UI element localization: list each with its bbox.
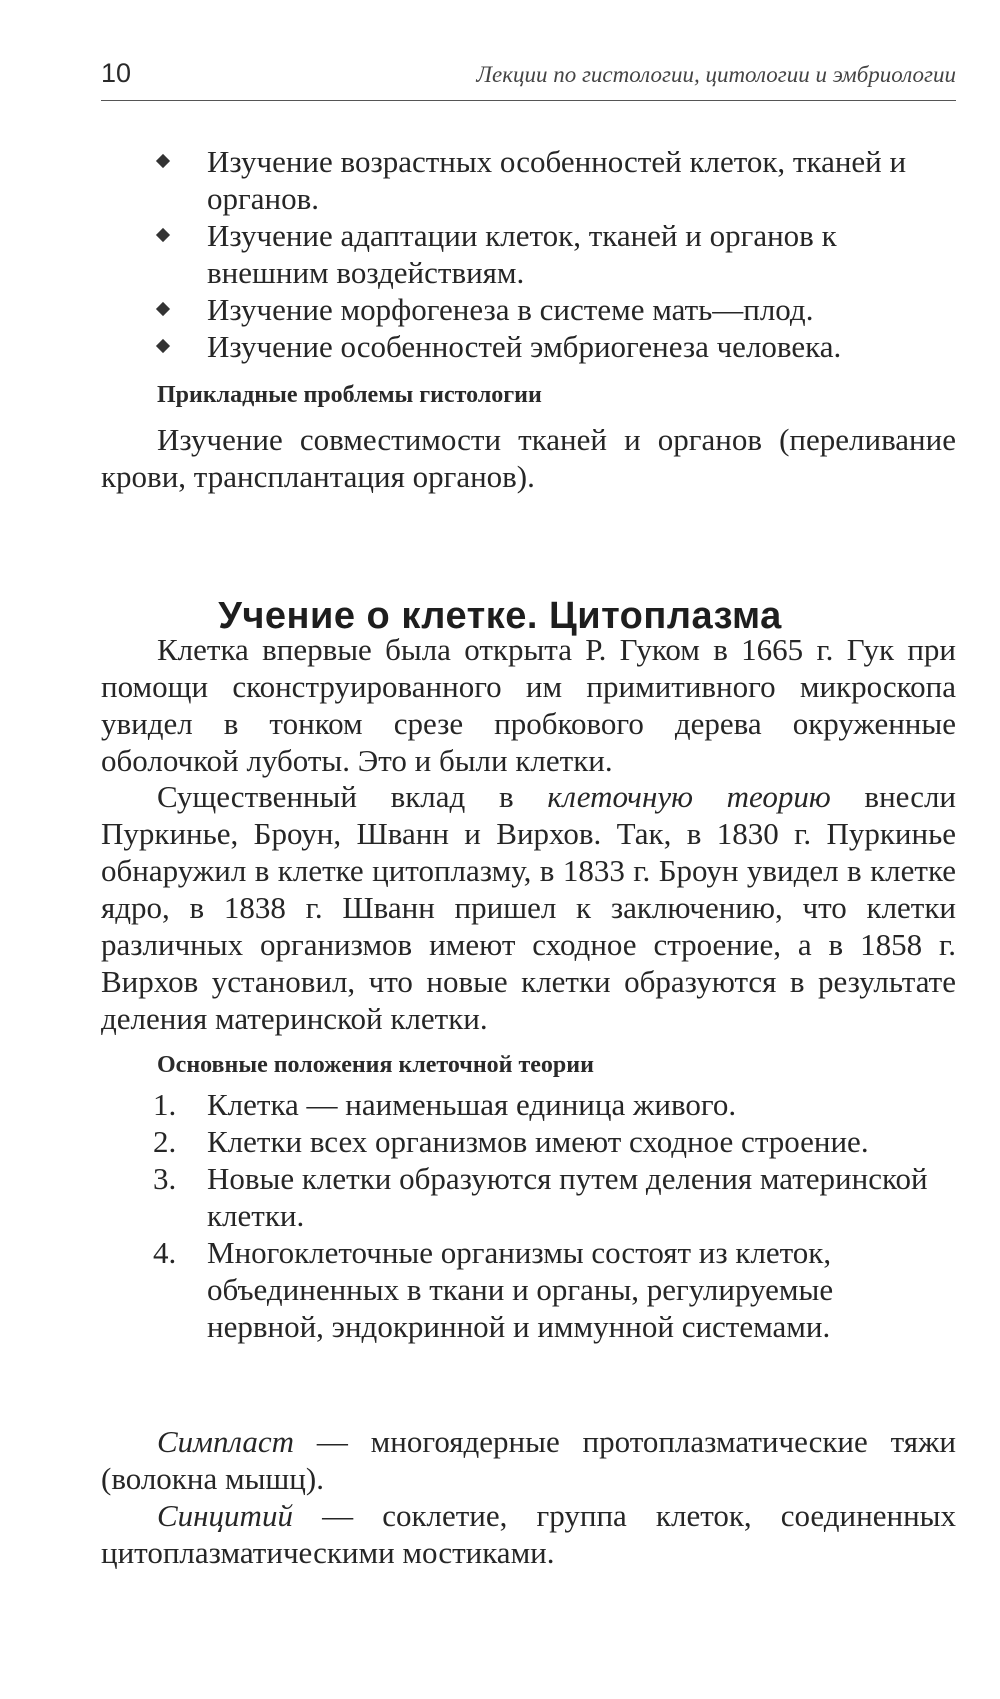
bullet-text: Изучение морфогенеза в системе мать—плод.: [207, 292, 814, 327]
para-rest: внесли Пуркинье, Броун, Шванн и Вирхов. Так, в 1830 г. Пуркинье обнаружил в клетке цитоплазму, в 1833 г. Броун увидел в клетке ядро, в 1838 г. Шванн пришел к заключению, что клетки различных организмов имеют сходное строение, а в 1858 г. Вирхов установил, что новые клетки образуются в результате деления материнской клетки.: [101, 779, 957, 1036]
list-text: Новые клетки образуются путем деления материнской клетки.: [207, 1161, 928, 1233]
applied-problems-text: Изучение совместимости тканей и органов (переливание крови, трансплантация органов).: [101, 422, 956, 494]
cell-discovery-paragraph: Клетка впервые была открыта Р. Гуком в 1665 г. Гук при помощи сконструированного им примитивного микроскопа увидел в тонком срезе пробкового дерева окруженные оболочкой луботы. Это и были клетки.: [101, 632, 956, 778]
list-item: [101, 217, 956, 291]
bullet-text: Изучение адаптации клеток, тканей и органов к внешним воздействиям.: [207, 218, 837, 290]
cell-theory-paragraph: [101, 778, 956, 1037]
symplast-term: Симпласт: [157, 1424, 295, 1459]
list-item: [101, 291, 956, 328]
list-text: Многоклеточные организмы состоят из клеток, объединенных в ткани и органы, регулируемые нервной, эндокринной и иммунной системами.: [207, 1235, 834, 1344]
list-item: [101, 1160, 956, 1234]
diamond-bullet-icon: [156, 228, 170, 242]
diamond-bullet-icon: [156, 339, 170, 353]
numbered-list: [101, 1086, 956, 1345]
section-title: Учение о клетке. Цитоплазма: [218, 595, 782, 637]
list-item: [101, 1234, 956, 1345]
list-number: 4.: [153, 1235, 177, 1270]
list-item: [101, 328, 956, 365]
syncytium-term: Синцитий: [157, 1498, 293, 1533]
list-number: 3.: [153, 1161, 177, 1196]
diamond-bullet-icon: [156, 302, 170, 316]
bullet-text: Изучение возрастных особенностей клеток, тканей и органов.: [207, 144, 907, 216]
symplast-definition: [101, 1423, 956, 1497]
syncytium-definition: [101, 1497, 956, 1571]
syncytium-text: — соклетие, группа клеток, соединенных цитоплазматическими мостиками.: [101, 1498, 956, 1570]
list-number: 1.: [153, 1087, 177, 1122]
list-item: [101, 1086, 956, 1123]
list-text: Клетки всех организмов имеют сходное строение.: [207, 1124, 869, 1159]
bullet-text: Изучение особенностей эмбриогенеза человека.: [207, 329, 842, 364]
bullet-list: [101, 143, 956, 365]
symplast-text: — многоядерные протоплазматические тяжи (волокна мышц).: [101, 1424, 956, 1496]
list-number: 2.: [153, 1124, 177, 1159]
diamond-bullet-icon: [156, 154, 170, 168]
list-text: Клетка — наименьшая единица живого.: [207, 1087, 737, 1122]
list-item: [101, 1123, 956, 1160]
list-item: [101, 143, 956, 217]
page-number: 10: [101, 58, 132, 88]
cell-theory-heading: Основные положения клеточной теории: [157, 1052, 594, 1078]
running-title: Лекции по гистологии, цитологии и эмбриологии: [476, 62, 956, 87]
para-lead: Существенный вклад в: [157, 779, 548, 814]
cell-theory-term: клеточную теорию: [547, 779, 831, 814]
applied-problems-heading: Прикладные проблемы гистологии: [157, 382, 542, 408]
page-header: [101, 50, 956, 101]
